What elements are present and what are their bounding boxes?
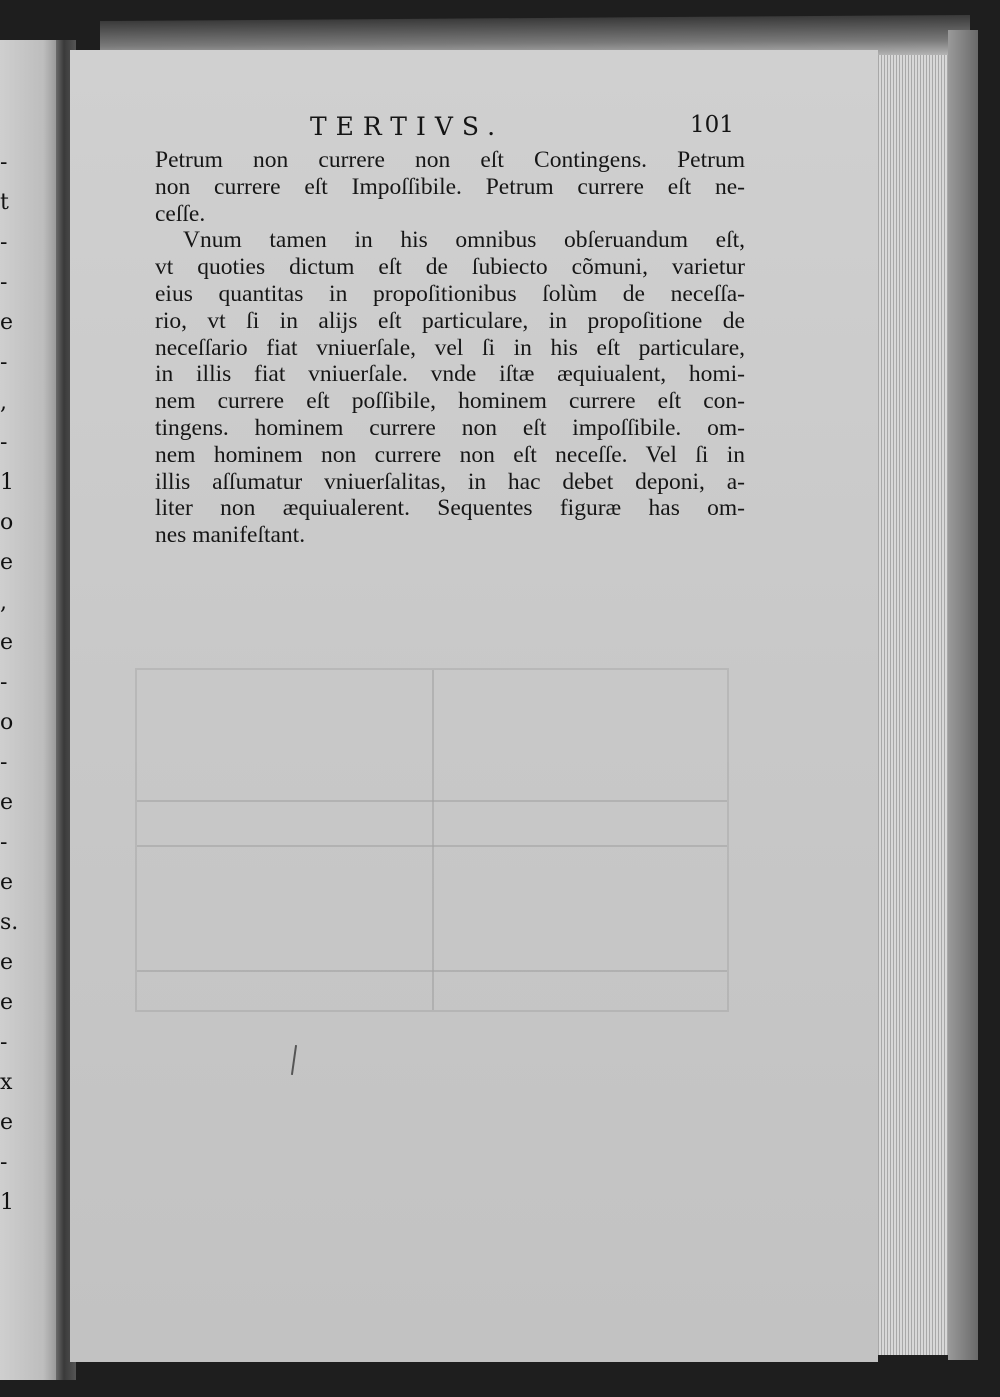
margin-char: - (0, 430, 8, 455)
margin-char: e (0, 870, 14, 895)
running-head: TERTIVS. (310, 112, 505, 141)
page-block-edge (876, 55, 956, 1355)
margin-char: o (0, 710, 14, 735)
margin-char: - (0, 670, 8, 695)
margin-char: s. (0, 910, 19, 935)
margin-char: - (0, 750, 8, 775)
text-line: non currere eſt Impoſſibile. Petrum currere eſt ne- (155, 173, 745, 200)
margin-char: o (0, 510, 14, 535)
margin-char: e (0, 310, 14, 335)
text-line: vt quoties dictum eſt de ſubiecto cõmuni, varietur (155, 254, 745, 281)
text-line: Vnum tamen in his omnibus obſeruandum eſt, (183, 227, 745, 254)
margin-char: , (0, 390, 7, 415)
margin-char: t (0, 190, 9, 215)
text-line: rio, vt ſi in alijs eſt particulare, in propoſitione de (155, 307, 745, 334)
margin-char: 1 (0, 470, 14, 495)
text-line: eius quantitas in propoſitionibus ſolùm de neceſſa- (155, 280, 745, 307)
text-line: ceſſe. (155, 200, 206, 227)
margin-char: - (0, 830, 8, 855)
text-line: tingens. hominem currere non eſt impoſſibile. om- (155, 414, 745, 441)
margin-char: e (0, 1110, 14, 1135)
text-line: nem currere eſt poſſibile, hominem currere eſt con- (155, 388, 745, 415)
margin-char: - (0, 270, 8, 295)
bleed-through-table (135, 668, 729, 1012)
margin-char: - (0, 350, 8, 375)
text-line: Petrum non currere non eſt Contingens. Petrum (155, 147, 745, 173)
margin-char: e (0, 550, 14, 575)
margin-char: e (0, 950, 14, 975)
margin-char: - (0, 150, 8, 175)
text-line: liter non æquiualerent. Sequentes figuræ has om- (155, 495, 745, 522)
body-text (155, 147, 745, 549)
margin-char: 1 (0, 1190, 14, 1215)
page-number: 101 (690, 112, 734, 138)
text-line: neceſſario fiat vniuerſale, vel ſi in his eſt particulare, (155, 334, 745, 361)
margin-char: x (0, 1070, 13, 1095)
margin-char: - (0, 230, 8, 255)
margin-char: e (0, 630, 14, 655)
text-line: nes manifeſtant. (155, 522, 306, 549)
margin-char: e (0, 790, 14, 815)
margin-char: e (0, 990, 14, 1015)
text-line: in illis fiat vniuerſale. vnde iſtæ æquiualent, homi- (155, 361, 745, 388)
margin-char: - (0, 1150, 8, 1175)
text-line: nem hominem non currere non eſt neceſſe. Vel ſi in (155, 441, 745, 468)
margin-char: - (0, 1030, 8, 1055)
text-line: illis aſſumatur vniuerſalitas, in hac debet deponi, a- (155, 468, 745, 495)
cover-edge (948, 30, 978, 1360)
margin-char: , (0, 590, 7, 615)
